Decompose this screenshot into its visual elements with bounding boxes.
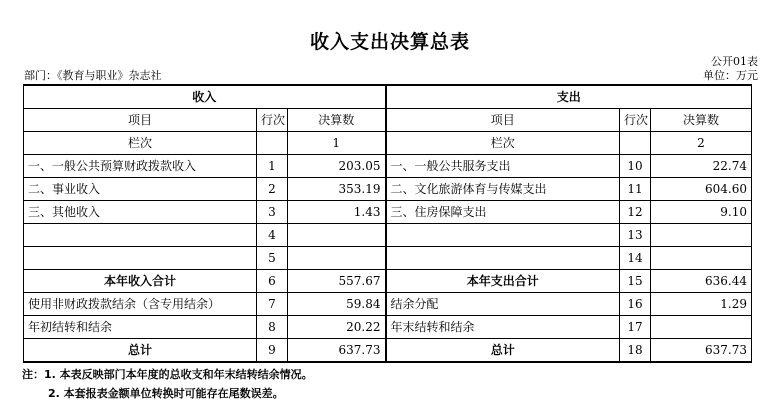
expense-item: 二、文化旅游体育与传媒支出 [386, 178, 620, 201]
table-row [24, 247, 752, 270]
income-line-no: 8 [257, 316, 288, 339]
income-item [24, 224, 257, 247]
table-row [24, 201, 752, 224]
expense-line-no: 18 [620, 339, 651, 363]
expense-col-number: 2 [651, 132, 752, 155]
income-line-header: 行次 [257, 109, 288, 132]
expense-line-no: 13 [620, 224, 651, 247]
page-title: 收入支出决算总表 [309, 31, 470, 53]
income-amount: 637.73 [288, 339, 386, 363]
unit-label: 单位：万元 [703, 69, 758, 82]
expense-line-no: 11 [620, 178, 651, 201]
expense-amount [651, 316, 752, 339]
income-item: 使用非财政拨款结余（含专用结余） [24, 293, 257, 316]
income-amount-header: 决算数 [288, 109, 386, 132]
footnotes [22, 365, 313, 403]
table-row [24, 316, 752, 339]
expense-amount: 9.10 [651, 201, 752, 224]
department-label: 部门：《教育与职业》杂志社 [24, 69, 162, 82]
income-line-no: 3 [257, 201, 288, 224]
subtotal-row [24, 270, 752, 293]
expense-item [386, 247, 620, 270]
expense-amount-header: 决算数 [651, 109, 752, 132]
form-code: 公开01表 [711, 55, 758, 68]
expense-line-no: 12 [620, 201, 651, 224]
income-item: 一、一般公共预算财政拨款收入 [24, 155, 257, 178]
expense-amount: 22.74 [651, 155, 752, 178]
total-row [24, 339, 752, 363]
income-amount: 1.43 [288, 201, 386, 224]
expense-item: 一、一般公共服务支出 [386, 155, 620, 178]
expense-line-no: 14 [620, 247, 651, 270]
expense-item: 年末结转和结余 [386, 316, 620, 339]
section-header-row [24, 85, 752, 109]
income-item: 三、其他收入 [24, 201, 257, 224]
expense-amount: 604.60 [651, 178, 752, 201]
expense-line-no: 16 [620, 293, 651, 316]
income-amount [288, 224, 386, 247]
expense-amount [651, 247, 752, 270]
table-row [24, 293, 752, 316]
expense-line-no: 15 [620, 270, 651, 293]
column-number-row [24, 132, 752, 155]
income-col-number: 1 [288, 132, 386, 155]
income-line-no: 6 [257, 270, 288, 293]
income-line-no: 1 [257, 155, 288, 178]
income-item-header: 项目 [24, 109, 257, 132]
income-line-no: 9 [257, 339, 288, 363]
income-amount: 203.05 [288, 155, 386, 178]
income-amount: 20.22 [288, 316, 386, 339]
table-row [24, 155, 752, 178]
income-item: 二、事业收入 [24, 178, 257, 201]
expense-amount: 1.29 [651, 293, 752, 316]
column-header-row [24, 109, 752, 132]
income-line-no: 4 [257, 224, 288, 247]
expense-section-header: 支出 [386, 85, 752, 109]
income-line-no: 7 [257, 293, 288, 316]
expense-item-header: 项目 [386, 109, 620, 132]
expense-line-no: 10 [620, 155, 651, 178]
income-amount: 353.19 [288, 178, 386, 201]
footnote-2: 2. 本套报表金额单位转换时可能存在尾数误差。 [48, 387, 284, 400]
income-item [24, 247, 257, 270]
report-table [23, 84, 752, 363]
table-row [24, 178, 752, 201]
expense-col-blank [620, 132, 651, 155]
income-item: 本年收入合计 [24, 270, 257, 293]
expense-amount: 637.73 [651, 339, 752, 363]
expense-item: 三、住房保障支出 [386, 201, 620, 224]
income-col-label: 栏次 [24, 132, 257, 155]
income-col-blank [257, 132, 288, 155]
expense-col-label: 栏次 [386, 132, 620, 155]
expense-line-no: 17 [620, 316, 651, 339]
expense-item: 结余分配 [386, 293, 620, 316]
expense-amount [651, 224, 752, 247]
table-row [24, 224, 752, 247]
income-amount: 557.67 [288, 270, 386, 293]
income-line-no: 2 [257, 178, 288, 201]
expense-item: 本年支出合计 [386, 270, 620, 293]
income-amount [288, 247, 386, 270]
income-item: 年初结转和结余 [24, 316, 257, 339]
expense-item [386, 224, 620, 247]
expense-line-header: 行次 [620, 109, 651, 132]
expense-item: 总计 [386, 339, 620, 363]
income-line-no: 5 [257, 247, 288, 270]
income-section-header: 收入 [24, 85, 386, 109]
income-item: 总计 [24, 339, 257, 363]
expense-amount: 636.44 [651, 270, 752, 293]
footnote-1: 注：1. 本表反映部门本年度的总收支和年末结转结余情况。 [22, 368, 313, 381]
income-amount: 59.84 [288, 293, 386, 316]
